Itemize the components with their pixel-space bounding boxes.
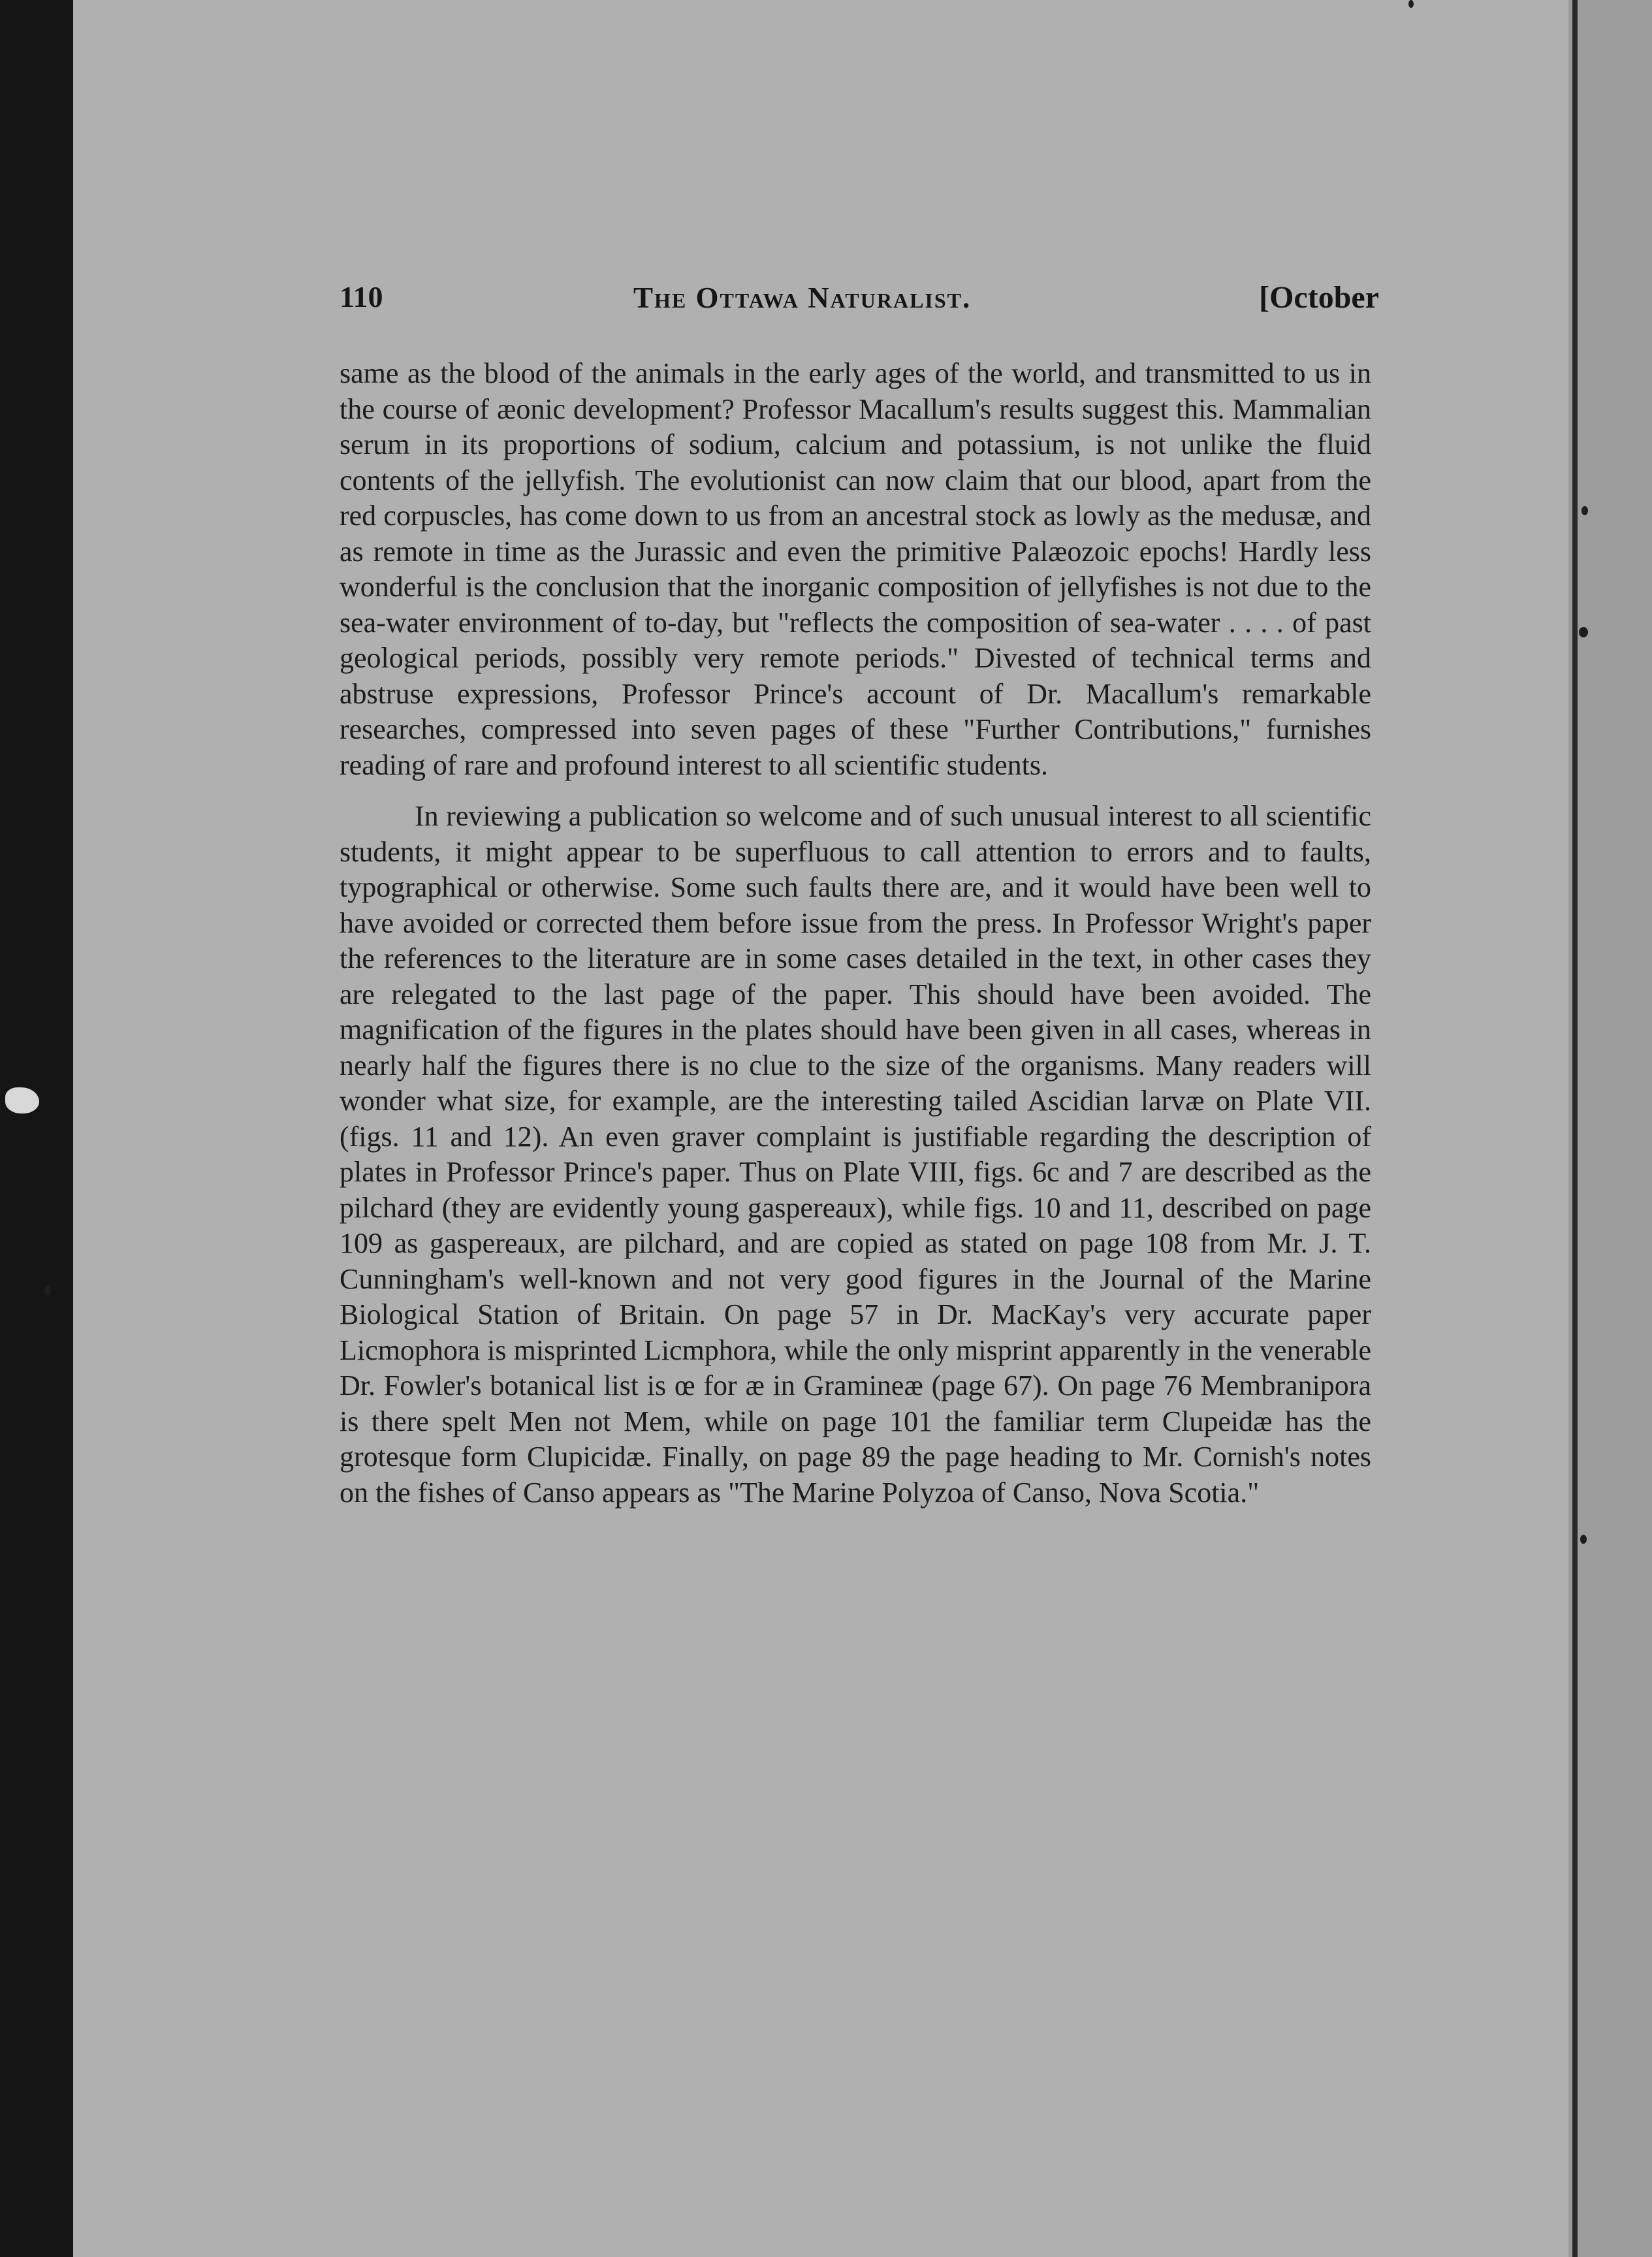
margin-blot <box>5 1087 39 1113</box>
scan-right-strip <box>1568 0 1652 2257</box>
scan-left-margin <box>0 0 73 2257</box>
margin-mark <box>1579 627 1588 637</box>
margin-mark <box>1581 506 1588 515</box>
margin-mark <box>1408 0 1414 8</box>
paragraph: In reviewing a publication so welcome and of such unusual interest to all scientific students, it might appear to be superfluous to call attention to errors and to faults, typographical or otherwise. Some such faults there are, and it would have been well to have avoided or corrected them before issue from the press. In Professor Wright's paper the references to the literature are in some cases detailed in the text, in other cases they are relegated to the last page of the paper. This should have been avoided. The magnification of the figures in the plates should have been given in all cases, whereas in nearly half the figures there is no clue to the size of the organisms. Many readers will wonder what size, for example, are the interesting tailed Ascidian larvæ on Plate VII. (figs. 11 and 12). An even graver complaint is justifiable regarding the description of plates in Professor Prince's paper. Thus on Plate VIII, figs. 6c and 7 are described as the pilchard (they are evidently young gaspereaux), while figs. 10 and 11, described on page 109 as gaspereaux, are pilchard, and are copied as stated on page 108 from Mr. J. T. Cunningham's well-known and not very good figures in the Journal of the Marine Biological Station of Britain. On page 57 in Dr. MacKay's very accurate paper Licmophora is misprinted Licmphora, while the only misprint apparently in the venerable Dr. Fowler's botanical list is œ for æ in Gramineæ (page 67). On page 76 Membranipora is there spelt Men not Mem, while on page 101 the familiar term Clupeidæ has the grotesque form Clupicidæ. Finally, on page 89 the page heading to Mr. Cornish's notes on the fishes of Canso appears as "The Marine Polyzoa of Canso, Nova Scotia." <box>340 800 1371 1509</box>
paragraph: same as the blood of the animals in the early ages of the world, and transmitted to us in the course of æonic development? Professor Macallum's results suggest this. Mammalian serum in its proportions of sodium, calcium and potassium, is not unlike the fluid contents of the jellyfish. The evolutionist can now claim that our blood, apart from the red corpuscles, has come down to us from an ancestral stock as lowly as the medusæ, and as remote in time as the Jurassic and even the primitive Palæozoic epochs! Hardly less wonderful is the conclusion that the inorganic composition of jellyfishes is not due to the sea-water environment of to-day, but "reflects the composition of sea-water . . . . of past geological periods, possibly very remote periods." Divested of technical terms and abstruse expressions, Professor Prince's account of Dr. Macallum's remarkable researches, compressed into seven pages of these "Further Contributions," furnishes reading of rare and profound interest to all scientific students. <box>340 357 1371 781</box>
running-head <box>340 280 1379 325</box>
page-number: 110 <box>340 280 383 313</box>
issue-month: [October <box>1259 280 1379 315</box>
margin-mark <box>1580 1535 1587 1544</box>
body-text <box>340 356 1371 1511</box>
journal-title: The Ottawa Naturalist. <box>633 281 972 314</box>
binding-line <box>1572 0 1578 2257</box>
margin-mark <box>44 1285 51 1296</box>
